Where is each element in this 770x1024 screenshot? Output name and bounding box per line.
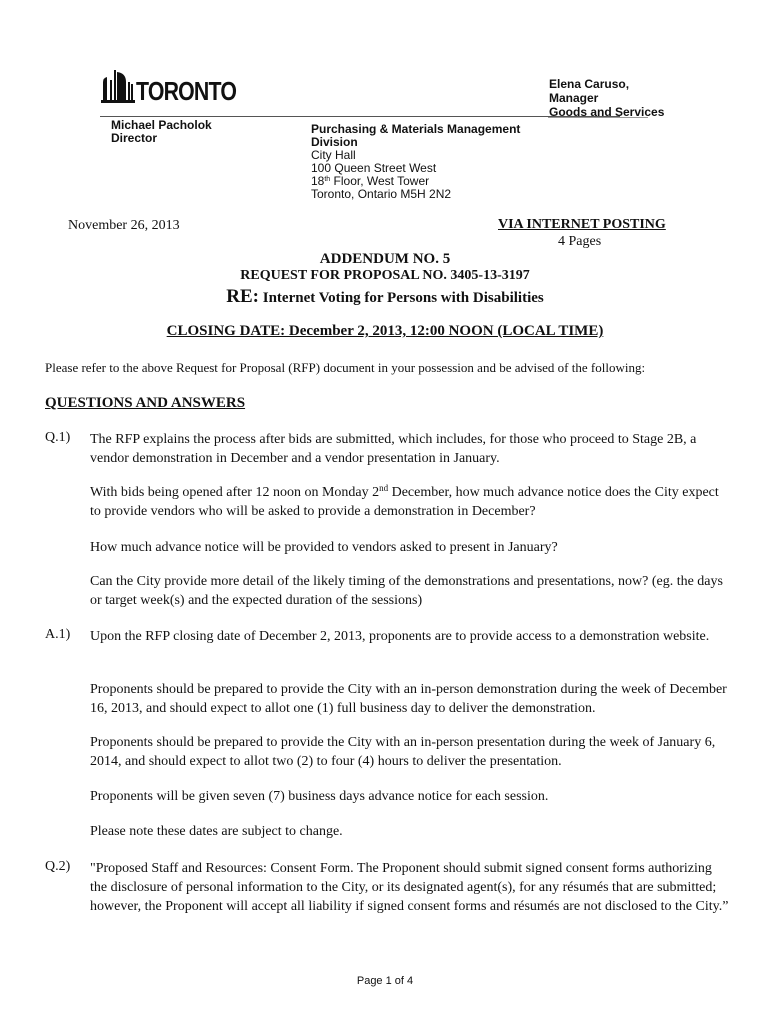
header-rule-right xyxy=(548,117,648,118)
a1-paragraph: Proponents should be prepared to provide the City with an in-person presentation during the week of January 6, 2014, and should expect to allot two (2) to four (4) hours to deliver the presentation. xyxy=(90,735,716,769)
address-line: City Hall xyxy=(311,148,356,162)
a1-paragraph: Upon the RFP closing date of December 2, 2013, proponents are to provide access to a demonstration website. xyxy=(90,629,710,644)
addendum-title: ADDENDUM NO. 5 xyxy=(319,251,451,267)
header-rule xyxy=(100,116,620,117)
a1-label: A.1) xyxy=(45,627,71,642)
director-title: Director xyxy=(111,131,158,145)
address-line: 18th Floor, West Tower xyxy=(311,174,430,188)
address-line: 100 Queen Street West xyxy=(311,161,437,175)
page-count: 4 Pages xyxy=(558,234,602,249)
division-address xyxy=(311,123,520,201)
a1-paragraph: Please note these dates are subject to change. xyxy=(90,824,343,839)
qa-heading: QUESTIONS AND ANSWERS xyxy=(45,395,246,411)
toronto-logo xyxy=(100,68,237,106)
director-block xyxy=(111,119,212,145)
city-hall-icon xyxy=(100,68,136,104)
q1-paragraph: Can the City provide more detail of the likely timing of the demonstrations and presentations, now? (eg. the days or target week(s) and the expected duration of the sessions) xyxy=(90,574,723,608)
director-name: Michael Pacholok xyxy=(111,118,212,132)
q2-label: Q.2) xyxy=(45,859,71,874)
q2-paragraph: "Proposed Staff and Resources: Consent Form. The Proponent should submit signed consent forms authorizing the disclosure of personal information to the City, or its designated agent(s), for any résumés that are submitted; however, the Proponent will accept all liability if signed consent forms and résumés are not disclosed to the City.” xyxy=(90,861,729,914)
address-line: Toronto, Ontario M5H 2N2 xyxy=(311,187,452,201)
contact-title: Manager xyxy=(549,91,599,105)
posting-method: VIA INTERNET POSTING xyxy=(498,217,666,232)
q1-label: Q.1) xyxy=(45,430,71,445)
division-label: Division xyxy=(311,135,358,149)
contact-dept: Goods and Services xyxy=(549,105,665,119)
rfp-number: REQUEST FOR PROPOSAL NO. 3405-13-3197 xyxy=(240,268,530,283)
page-footer: Page 1 of 4 xyxy=(356,975,414,987)
a1-paragraph: Proponents will be given seven (7) business days advance notice for each session. xyxy=(90,789,549,804)
contact-block xyxy=(549,77,664,119)
re-line: RE: Internet Voting for Persons with Disabilities xyxy=(226,286,544,307)
contact-name: Elena Caruso, xyxy=(549,77,630,91)
document-date: November 26, 2013 xyxy=(68,218,180,233)
intro-text: Please refer to the above Request for Proposal (RFP) document in your possession and be advised of the following: xyxy=(45,360,646,375)
q1-paragraph: The RFP explains the process after bids are submitted, which includes, for those who proceed to Stage 2B, a vendor demonstration in December and a vendor presentation in January. xyxy=(90,432,697,466)
logo-text: TORONTO xyxy=(136,76,237,106)
a1-paragraph: Proponents should be prepared to provide the City with an in-person demonstration during the week of December 16, 2013, and should expect to allot one (1) full business day to deliver the demonstration. xyxy=(90,682,727,716)
q1-paragraph: With bids being opened after 12 noon on Monday 2nd December, how much advance notice does the City expect to provide vendors who will be asked to provide a demonstration in December? xyxy=(90,483,719,519)
division-name: Purchasing & Materials Management xyxy=(311,122,521,136)
closing-date: CLOSING DATE: December 2, 2013, 12:00 NOON (LOCAL TIME) xyxy=(166,323,604,339)
q1-paragraph: How much advance notice will be provided to vendors asked to present in January? xyxy=(90,540,558,555)
